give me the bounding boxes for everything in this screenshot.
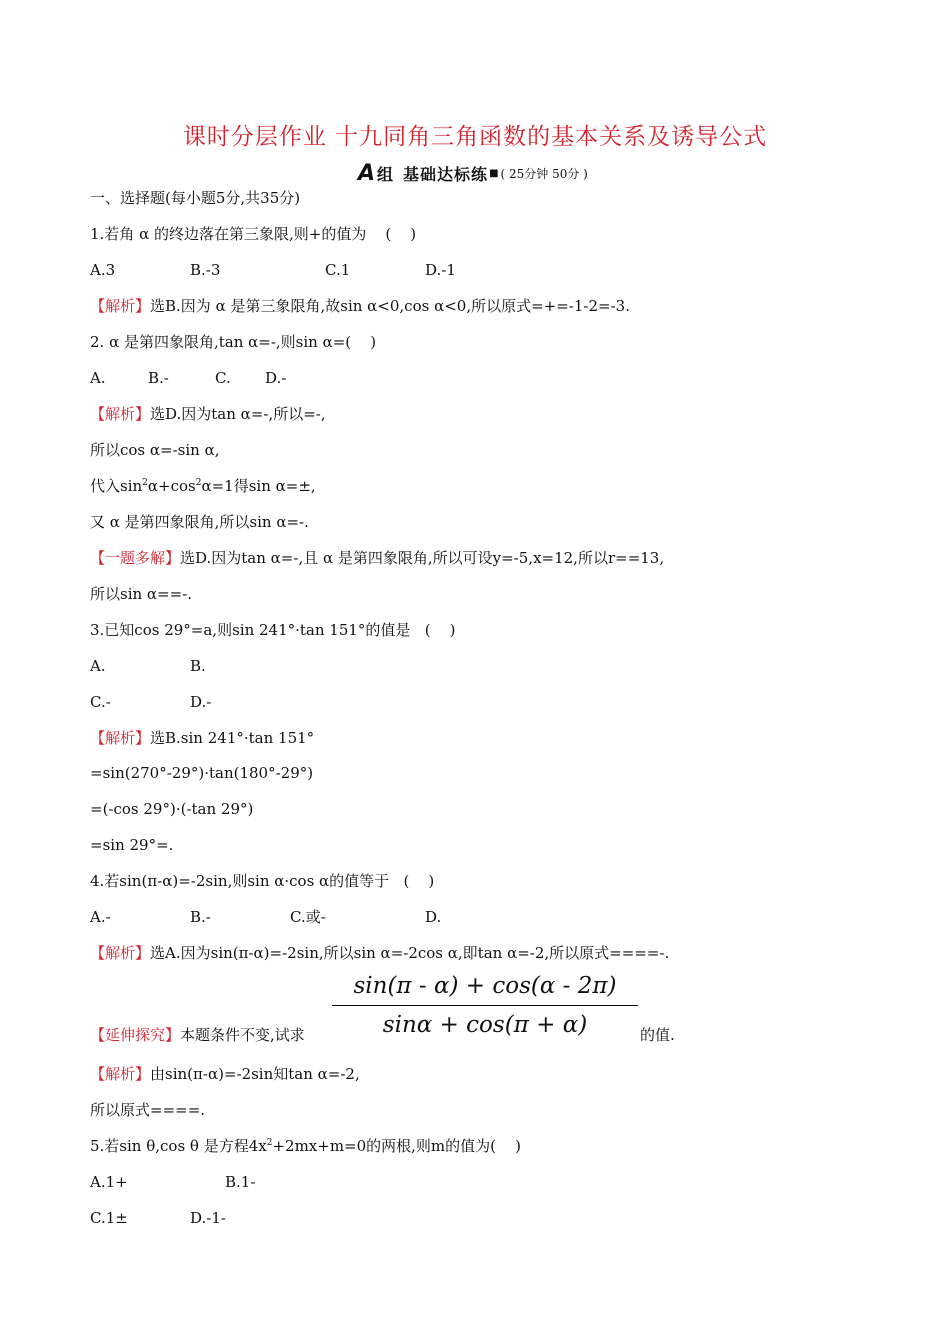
analysis-tag: 【解析】 [90,729,151,747]
q2-alt-line1: 选D.因为tan α=-,且 α 是第四象限角,所以可设y=-5,x=12,所以r==13, [180,549,665,567]
q2-alt-solution [90,548,664,568]
q5-option-d: D.-1- [190,1209,226,1227]
q2-option-b: B.- [148,369,169,387]
q2-alt-line2: 所以sin α==-. [90,585,193,603]
q3-answer-line3: =(-cos 29°)·(-tan 29°) [90,800,254,818]
q3-option-c: C.- [90,693,111,711]
group-header [358,160,588,186]
q1-option-a: A.3 [90,261,116,279]
q3-option-a: A. [90,657,106,675]
q4-ext-answer-line2: 所以原式====. [90,1101,206,1119]
q2-option-d: D.- [265,369,287,387]
q4-extension-text: 本题条件不变,试求 [180,1026,305,1044]
q3-stem: 3.已知cos 29°=a,则sin 241°·tan 151°的值是 ( ) [90,621,456,639]
q4-extension-end: 的值. [640,1026,675,1044]
extension-tag: 【延伸探究】 [90,1026,181,1044]
q5-option-a: A.1+ [90,1173,128,1191]
group-letter: A [358,160,376,186]
q3-option-b: B. [190,657,206,675]
section-heading: 一、选择题(每小题5分,共35分) [90,189,301,207]
q5-option-b: B.1- [225,1173,256,1191]
q3-option-d: D.- [190,693,212,711]
analysis-tag: 【解析】 [90,297,151,315]
q4-ext-answer-line1: 由sin(π-α)=-2sin知tan α=-2, [150,1065,360,1083]
q4-option-b: B.- [190,908,211,926]
q3-answer-line4: =sin 29°=. [90,836,174,854]
q3-answer-line2: =sin(270°-29°)·tan(180°-29°) [90,764,314,782]
q2-answer-line1: 选D.因为tan α=-,所以=-, [150,405,326,423]
fraction-denominator: sinα + cos(π + α) [382,1012,588,1038]
group-name: 组 [377,164,394,184]
q4-extension [90,1025,305,1045]
group-time: ( 25分钟 50分 ) [500,166,588,181]
q5-option-c: C.1± [90,1209,128,1227]
q2-option-c: C. [215,369,231,387]
q4-extension-answer [90,1064,360,1084]
page-title: 课时分层作业 十九同角三角函数的基本关系及诱导公式 [182,124,768,150]
q4-option-c: C.或- [290,908,326,926]
q4-stem: 4.若sin(π-α)=-2sin,则sin α·cos α的值等于 ( ) [90,872,435,890]
q2-answer [90,404,326,424]
q2-option-a: A. [90,369,106,387]
analysis-tag: 【解析】 [90,944,151,962]
q4-answer [90,943,669,963]
q1-stem: 1.若角 α 的终边落在第三象限,则+的值为 ( ) [90,225,417,243]
q2-answer-line2: 所以cos α=-sin α, [90,441,220,459]
q4-option-d: D. [425,908,442,926]
analysis-tag: 【解析】 [90,405,151,423]
fraction-numerator: sin(π - α) + cos(α - 2π) [332,973,638,1006]
group-subtitle: 基础达标练 [403,164,489,184]
q1-option-c: C.1 [325,261,351,279]
q1-answer-text: 选B.因为 α 是第三象限角,故sin α<0,cos α<0,所以原式=+=-1-2=-3. [150,297,630,315]
q1-answer [90,296,630,316]
alt-solution-tag: 【一题多解】 [90,549,181,567]
q2-answer-line4: 又 α 是第四象限角,所以sin α=-. [90,513,309,531]
q2-stem: 2. α 是第四象限角,tan α=-,则sin α=( ) [90,333,377,351]
q1-option-d: D.-1 [425,261,456,279]
q5-stem: 5.若sin θ,cos θ 是方程$4x^2+2mx+m=0$的两根,则m的值为( ) [90,1137,521,1155]
q3-answer [90,728,314,748]
q3-answer-line1: 选B.sin 241°·tan 151° [150,729,315,747]
fraction-formula [332,973,638,1038]
q4-answer-text: 选A.因为sin(π-α)=-2sin,所以sin α=-2cos α,即tan α=-2,所以原式====-. [150,944,670,962]
dot-icon: ■ [489,167,499,179]
analysis-tag: 【解析】 [90,1065,151,1083]
q2-answer-line3: 代入$\sin^2\alpha+\cos^2\alpha=1$得sin α=±, [90,477,316,495]
q1-option-b: B.-3 [190,261,221,279]
q4-option-a: A.- [90,908,111,926]
